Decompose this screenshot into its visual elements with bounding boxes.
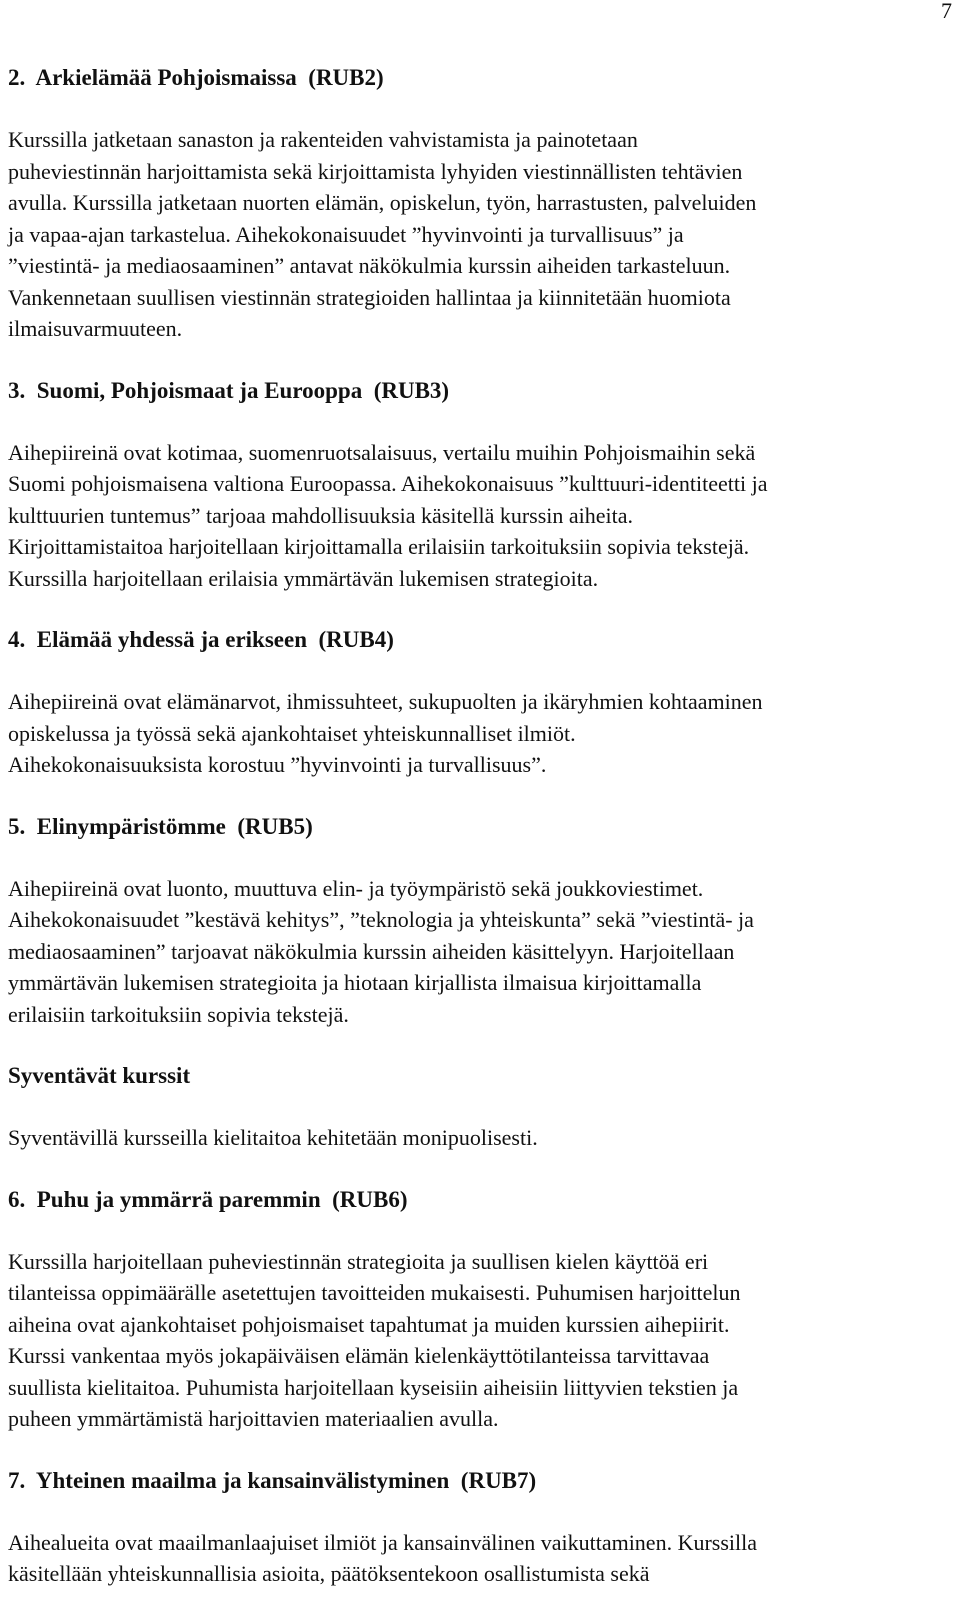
paragraph-line: Syventävillä kursseilla kielitaitoa kehitetään monipuolisesti. (8, 1125, 538, 1150)
paragraph-line: opiskelussa ja työssä sekä ajankohtaiset yhteiskunnalliset ilmiöt. (8, 720, 576, 746)
paragraph-line: aiheina ovat ajankohtaiset pohjoismaiset tapahtumat ja muiden kurssien aihepiirit. (8, 1311, 730, 1337)
paragraph-line: Aihepiireinä ovat kotimaa, suomenruotsalaisuus, vertailu muihin Pohjoismaihin sekä (8, 439, 756, 465)
paragraph-line: tilanteissa oppimäärälle asetettujen tavoitteiden mukaisesti. Puhumisen harjoittelun (8, 1280, 741, 1305)
spacer (8, 781, 943, 811)
section-paragraph (8, 1246, 943, 1435)
section-heading: 3. Suomi, Pohjoismaat ja Eurooppa (RUB3) (8, 377, 450, 403)
section-paragraph (8, 437, 943, 595)
paragraph-line: suullista kielitaitoa. Puhumista harjoitellaan kyseisiin aiheisiin liittyvien tekstien ja (8, 1374, 739, 1400)
paragraph-line: Aihekokonaisuudet ”kestävä kehitys”, ”teknologia ja yhteiskunta” sekä ”viestintä- ja (8, 907, 754, 932)
spacer (8, 594, 943, 624)
section-heading: 6. Puhu ja ymmärrä paremmin (RUB6) (8, 1186, 408, 1212)
spacer (8, 345, 943, 375)
spacer (8, 1435, 943, 1465)
paragraph-line: ”viestintä- ja mediaosaaminen” antavat näkökulmia kurssin aiheiden tarkasteluun. (8, 253, 731, 278)
paragraph-line: Aihepiireinä ovat luonto, muuttuva elin- ja työympäristö sekä joukkoviestimet. (8, 875, 704, 901)
spacer (8, 656, 943, 686)
section-paragraph (8, 873, 943, 1031)
paragraph-line: Suomi pohjoismaisena valtiona Euroopassa. Aihekokonaisuus ”kulttuuri-identiteetti ja (8, 471, 768, 496)
spacer (8, 407, 943, 437)
paragraph-line: ymmärtävän lukemisen strategioita ja hiotaan kirjallista ilmaisua kirjoittamalla (8, 970, 702, 995)
section-heading: Syventävät kurssit (8, 1063, 191, 1088)
section-paragraph (8, 1527, 943, 1590)
paragraph-line: Kurssilla harjoitellaan puheviestinnän strategioita ja suullisen kielen käyttöä eri (8, 1248, 709, 1274)
spacer (8, 94, 943, 124)
paragraph-line: Kurssi vankentaa myös jokapäiväisen elämän kielenkäyttötilanteissa tarvittavaa (8, 1343, 710, 1368)
section-heading: 5. Elinympäristömme (RUB5) (8, 813, 313, 839)
paragraph-line: ilmaisuvarmuuteen. (8, 316, 183, 341)
spacer (8, 1154, 943, 1184)
paragraph-line: käsitellään yhteiskunnallisia asioita, päätöksentekoon osallistumista sekä (8, 1561, 650, 1586)
paragraph-line: Kurssilla jatketaan sanaston ja rakenteiden vahvistamista ja painotetaan (8, 127, 638, 152)
page-number: 7 (941, 0, 952, 23)
paragraph-line: kulttuurien tuntemus” tarjoaa mahdollisuuksia käsitellä kurssin aiheita. (8, 502, 634, 528)
section-heading: 7. Yhteinen maailma ja kansainvälistyminen (RUB7) (8, 1467, 537, 1493)
section-paragraph (8, 1122, 943, 1154)
paragraph-line: puheviestinnän harjoittamista sekä kirjoittamista lyhyiden viestinnällisten tehtävien (8, 158, 743, 184)
spacer (8, 1497, 943, 1527)
paragraph-line: puheen ymmärtämistä harjoittavien materiaalien avulla. (8, 1406, 499, 1431)
paragraph-line: Kurssilla harjoitellaan erilaisia ymmärtävän lukemisen strategioita. (8, 565, 599, 591)
paragraph-line: erilaisiin tarkoituksiin sopivia tekstejä. (8, 1001, 349, 1027)
paragraph-line: Aihepiireinä ovat elämänarvot, ihmissuhteet, sukupuolten ja ikäryhmien kohtaaminen (8, 689, 763, 714)
section-heading: 2. Arkielämää Pohjoismaissa (RUB2) (8, 65, 384, 90)
spacer (8, 843, 943, 873)
paragraph-line: Aihealueita ovat maailmanlaajuiset ilmiöt ja kansainvälinen vaikuttaminen. Kurssilla (8, 1529, 758, 1555)
spacer (8, 1216, 943, 1246)
section-paragraph (8, 686, 943, 781)
paragraph-line: Kirjoittamistaitoa harjoitellaan kirjoittamalla erilaisiin tarkoituksiin sopivia tekstejä. (8, 534, 750, 559)
paragraph-line: avulla. Kurssilla jatketaan nuorten elämän, opiskelun, työn, harrastusten, palveluiden (8, 190, 757, 215)
section-paragraph (8, 124, 943, 345)
spacer (8, 1092, 943, 1122)
paragraph-line: mediaosaaminen” tarjoavat näkökulmia kurssin aiheiden käsittelyyn. Harjoitellaan (8, 938, 735, 964)
paragraph-line: Vankennetaan suullisen viestinnän strategioiden hallintaa ja kiinnitetään huomiota (8, 284, 731, 310)
paragraph-line: Aihekokonaisuuksista korostuu ”hyvinvointi ja turvallisuus”. (8, 752, 547, 777)
paragraph-line: ja vapaa-ajan tarkastelua. Aihekokonaisuudet ”hyvinvointi ja turvallisuus” ja (8, 221, 684, 247)
spacer (8, 1030, 943, 1060)
section-heading: 4. Elämää yhdessä ja erikseen (RUB4) (8, 627, 394, 652)
document-body (8, 62, 943, 1590)
